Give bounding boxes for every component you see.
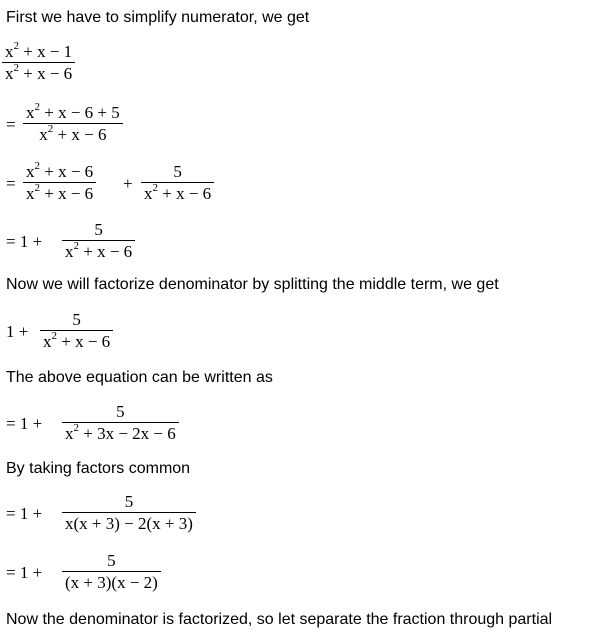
denominator: $x^2 + x - 6$ <box>62 240 135 262</box>
fraction <box>23 162 96 204</box>
numerator: 5 <box>124 492 134 511</box>
rewritten-text: The above equation can be written as <box>6 369 273 386</box>
plus-sign: + <box>123 174 133 193</box>
fraction <box>62 402 179 444</box>
numerator: 5 <box>173 162 182 181</box>
fraction <box>23 103 123 145</box>
equation-prefix: = 1 + <box>6 563 43 582</box>
numerator: $x^2 + x - 6$ <box>26 160 94 181</box>
numerator: $x^2 + x - 6 + 5$ <box>26 101 120 122</box>
factorize-text: Now we will factorize denominator by splitting the middle term, we get <box>6 276 499 293</box>
fraction <box>62 220 135 262</box>
fraction <box>141 162 214 204</box>
fraction <box>62 492 196 534</box>
denominator: $x^2 + x - 6$ <box>23 123 123 145</box>
denominator: $x^2 + 3x - 2x - 6$ <box>62 422 179 444</box>
denominator: $x^2 + x - 6$ <box>2 62 75 84</box>
denominator: $x^2 + x - 6$ <box>23 182 96 204</box>
equals-sign: = <box>6 115 16 134</box>
equals-sign: = <box>6 174 16 193</box>
factors-common-text: By taking factors common <box>6 460 191 477</box>
denominator: $x^2 + x - 6$ <box>141 182 214 204</box>
denominator: (x + 3)(x − 2) <box>62 571 161 593</box>
fraction <box>62 551 161 593</box>
partial-fraction-text: Now the denominator is factorized, so let separate the fraction through partial <box>6 611 553 628</box>
equation-prefix: 1 + <box>6 322 29 341</box>
numerator: 5 <box>107 551 116 570</box>
equation-prefix: = 1 + <box>6 414 43 433</box>
intro-text: First we have to simplify numerator, we get <box>6 9 310 26</box>
equation-prefix: = 1 + <box>6 504 43 523</box>
denominator: $x^2 + x - 6$ <box>40 330 113 352</box>
equation-prefix: = 1 + <box>6 232 43 251</box>
numerator: 5 <box>116 402 125 421</box>
denominator: x(x + 3) − 2(x + 3) <box>62 512 196 534</box>
fraction <box>40 310 113 352</box>
fraction <box>2 42 75 84</box>
numerator: 5 <box>72 310 81 329</box>
numerator: $x^2 + x - 1$ <box>5 40 73 61</box>
numerator: 5 <box>94 220 103 239</box>
